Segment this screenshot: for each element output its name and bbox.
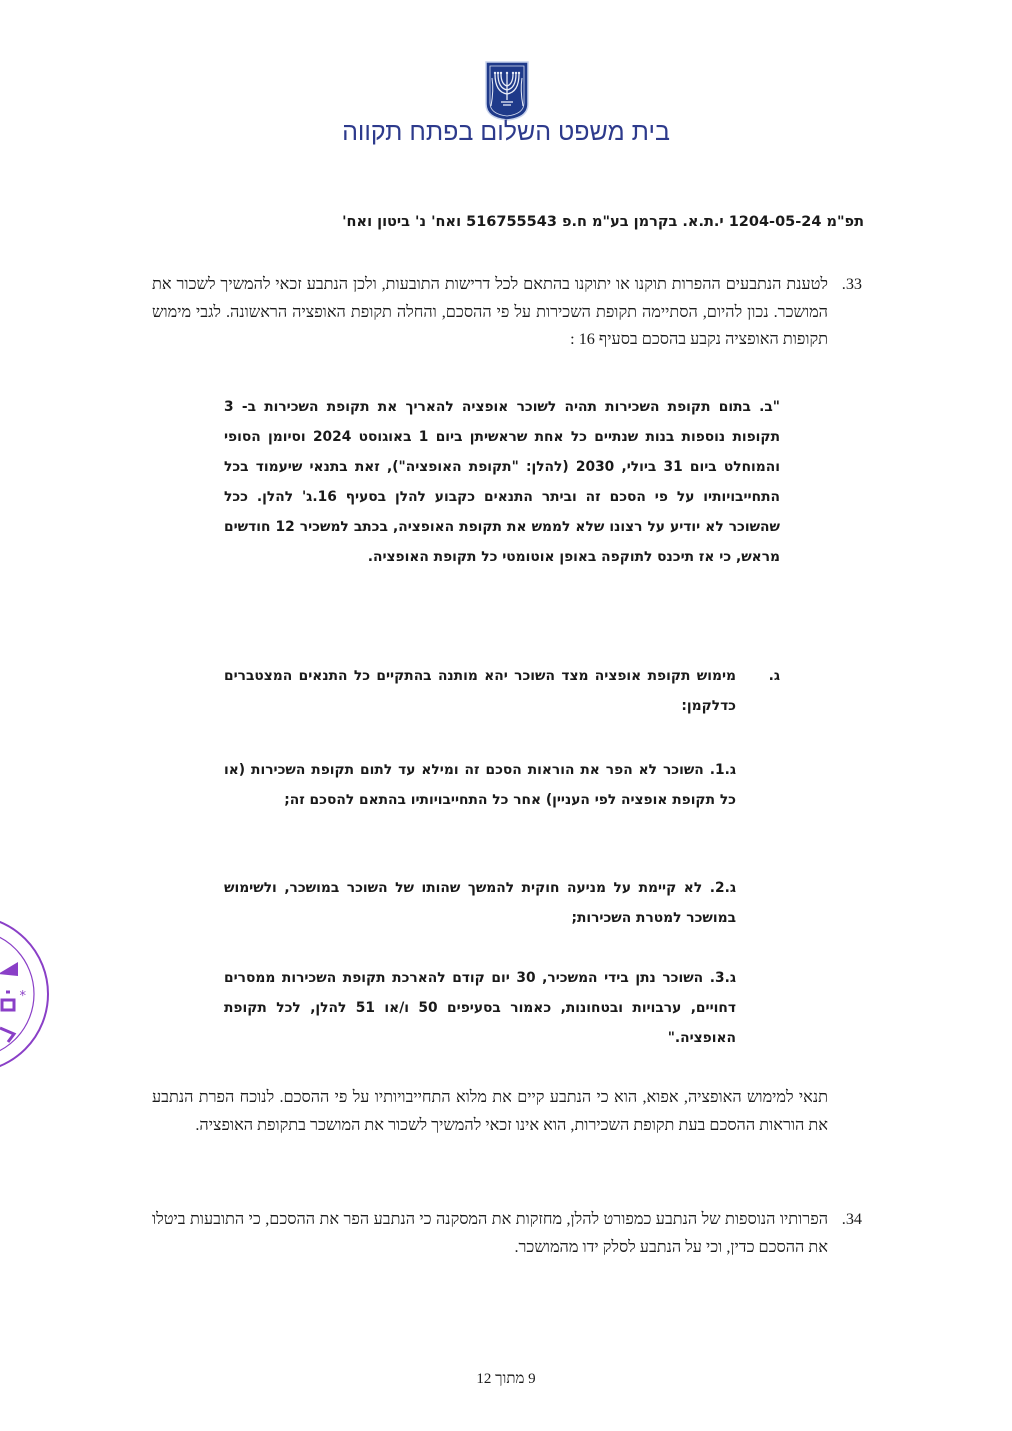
paragraph-number: 34. xyxy=(841,1210,862,1228)
quote-text: ג.1. השוכר לא הפר את הוראות הסכם זה ומילא עד לתום תקופת השכירות (או כל תקופת אופציה לפי העניין) אחר כל התחייבויותיו בהתאם להסכם זה; xyxy=(224,762,736,808)
paragraph-text: תנאי למימוש האופציה, אפוא, הוא כי הנתבע קיים את מלוא התחייבויותיו על פי ההסכם. לנוכח הפרת הנתבע את הוראות ההסכם בעת תקופת השכירות, הוא אינו זכאי להמשיך לשכור את המושכר בתקופת האופציה. xyxy=(152,1088,828,1134)
quote-clause-g2 xyxy=(224,873,736,933)
quote-text: ג.2. לא קיימת על מניעה חוקית להמשך שהותו של השוכר במושכר, ולשימוש במושכר למטרת השכירות; xyxy=(224,880,736,926)
paragraph-text: הפרותיו הנוספות של הנתבע כמפורט להלן, מחזקות את המסקנה כי הנתבע הפר את ההסכם, כי התובעות ביטלו את ההסכם כדין, וכי על הנתבע לסלק ידו מהמושכר. xyxy=(152,1210,828,1256)
case-number-line: תפ"מ 1204-05-24 י.ת.א. בקרמן בע"מ ח.פ 516755543 ואח' נ' ביטון ואח' xyxy=(342,214,864,230)
conclusion-paragraph xyxy=(152,1084,828,1139)
quote-text: "ב. בתום תקופת השכירות תהיה לשוכר אופציה להאריך את תקופת השכירות ב- 3 תקופות נוספות בנות שנתיים כל אחת שראשיתן ביום 1 באוגוסט 2024 וסיומן הסופי והמוחלט ביום 31 ביולי, 2030 (להלן: "תקופת האופציה"), זאת בתנאי שיעמוד בכל התחייבויותיו על פי הסכם זה וביתר התנאים כקבוע להלן בסעיף 16.ג' להלן. ככל שהשוכר לא יודיע על רצונו שלא לממש את תקופת האופציה, בכתב למשכיר 12 חודשים מראש, כי אז תיכנס לתוקפה באופן אוטומטי כל תקופת האופציה. xyxy=(224,399,781,565)
quote-clause-g xyxy=(224,661,780,721)
clause-number: ג. xyxy=(768,668,780,684)
quote-text: ג.3. השוכר נתן בידי המשכיר, 30 יום קודם להארכת תקופת השכירות ממסרים דחויים, ערבויות ובטחונות, כאמור בסעיפים 50 ו/או 51 להלן, לכל תקופת האופציה." xyxy=(224,970,736,1046)
page-number: 9 מתוך 12 xyxy=(476,1371,536,1387)
quote-clause-g1 xyxy=(224,755,736,815)
court-name: בית משפט השלום בפתח תקווה xyxy=(342,118,670,146)
paragraph-34 xyxy=(152,1206,862,1261)
paragraph-33 xyxy=(152,271,862,354)
quote-text: מימוש תקופת אופציה מצד השוכר יהא מותנה בהתקיים כל התנאים המצטברים כדלקמן: xyxy=(224,668,736,714)
quote-clause-g3 xyxy=(224,963,736,1053)
quote-clause-b xyxy=(224,392,780,572)
paragraph-text: לטענת הנתבעים ההפרות תוקנו או יתוקנו בהתאם לכל דרישות התובעות, ולכן הנתבע זכאי להמשיך לשכור את המושכר. נכון להיום, הסתיימה תקופת השכירות על פי ההסכם, והחלה תקופת האופציה הראשונה. לגבי מימוש תקופות האופציה נקבע בהסכם בסעיף 16 : xyxy=(152,275,828,348)
paragraph-number: 33. xyxy=(841,275,862,293)
menorah-emblem-icon xyxy=(484,60,530,122)
court-stamp-icon xyxy=(0,904,50,1084)
svg-text:*: * xyxy=(19,989,26,1004)
